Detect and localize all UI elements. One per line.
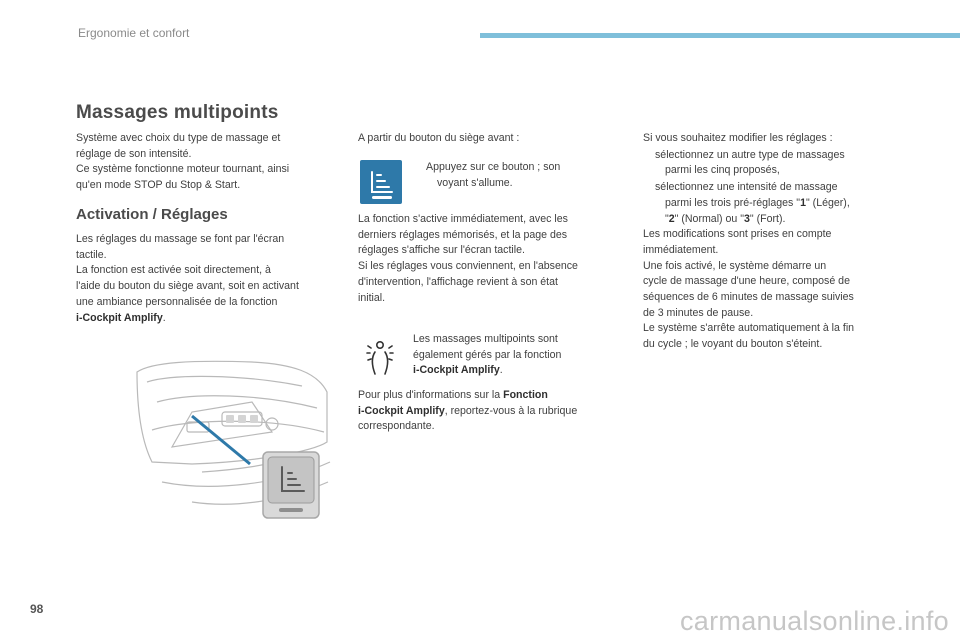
amplify-note: Les massages multipoints sont également gérés par la fonction i-Cockpit Amplify.: [413, 333, 562, 377]
intro-text: Système avec choix du type de massage et réglage de son intensité. Ce système fonctionne moteur tournant, ainsi qu'en mode STOP du Stop & Start.: [76, 132, 290, 192]
column2-lead: A partir du bouton du siège avant :: [358, 132, 520, 144]
step-text: Appuyez sur ce bouton ; son voyant s'allume.: [426, 161, 561, 189]
page-title: Massages multipoints: [76, 102, 279, 123]
header-accent-bar: [480, 33, 960, 38]
activation-text: Les réglages du massage se font par l'écran tactile. La fonction est activée soit directement, à l'aide du bouton du siège avant, soit en activant une ambiance personnalisée de la fonction i-Cockpit Amplify.: [76, 233, 299, 324]
page-number: 98: [30, 602, 44, 616]
more-info-text: Pour plus d'informations sur la Fonction i-Cockpit Amplify, reportez-vous à la rubrique correspondante.: [358, 389, 578, 433]
header-section-title: Ergonomie et confort: [78, 26, 190, 40]
settings-text: Si vous souhaitez modifier les réglages : sélectionnez un autre type de massages parmi les cinq proposés, sélectionnez une intensité de massage parmi les trois pré-réglages "1" (Léger), "2" (Normal) ou "3" (Fort). Les modifications sont prises en compte immédiatement. Une fois activé, le système démarre un cycle de massage d'une heure, composé de séquences de 6 minutes de massage suivies de 3 minutes de pause. Le système s'arrête automatiquement à la fin du cycle ; le voyant du bouton s'éteint.: [643, 132, 855, 351]
seat-button-callout: [262, 451, 320, 519]
activation-result-text: La fonction s'active immédiatement, avec les derniers réglages mémorisés, et la page des réglages s'affiche sur l'écran tactile. Si les réglages vous conviennent, en l'absence d'intervention, l'affichage revient à son état initial.: [358, 213, 578, 304]
section-subtitle: Activation / Réglages: [76, 206, 228, 223]
seat-massage-button-icon: [360, 160, 402, 204]
multipoint-massage-icon: [363, 336, 397, 378]
watermark: carmanualsonline.info: [680, 606, 949, 636]
